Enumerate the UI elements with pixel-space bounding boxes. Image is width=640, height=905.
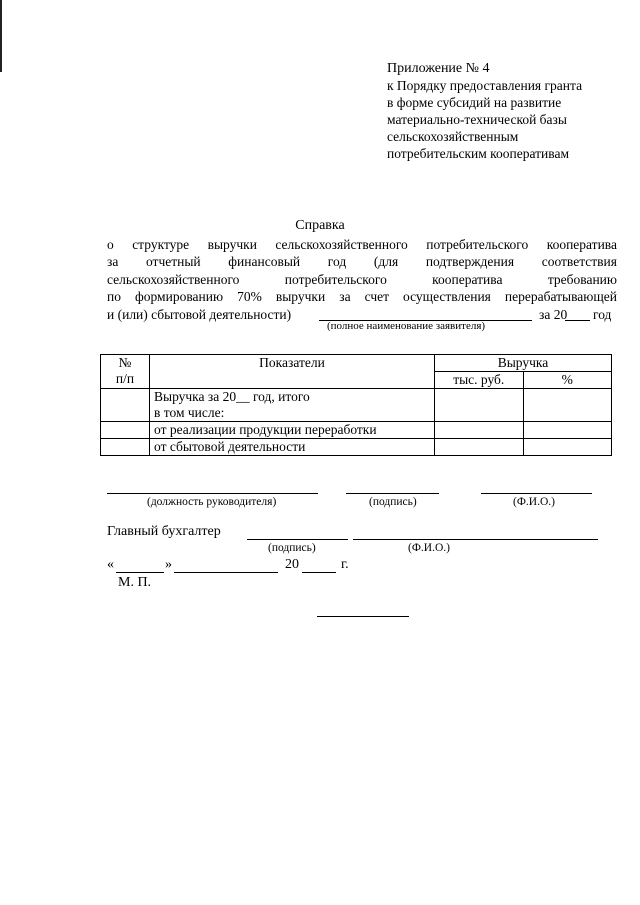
row-indicator: от сбытовой деятельности: [150, 439, 435, 456]
body-line: по формированию 70% выручки за счет осуществления перерабатывающей: [107, 289, 617, 305]
body-paragraph: [107, 236, 617, 323]
row-num: [101, 439, 150, 456]
row-value-pct[interactable]: [523, 389, 612, 422]
signature-caption: (подпись): [369, 496, 417, 508]
chief-accountant-label: Главный бухгалтер: [107, 524, 221, 539]
row-indicator: от реализации продукции переработки: [150, 422, 435, 439]
table-row: [101, 439, 612, 456]
table-header-row: [101, 355, 612, 372]
row-indicator: [150, 389, 435, 422]
body-line: о структуре выручки сельскохозяйственного потребительского кооператива: [107, 237, 617, 252]
body-line: сельскохозяйственного потребительского кооператива требованию: [107, 271, 617, 287]
date-year-blank[interactable]: [302, 572, 336, 573]
table-row: [101, 389, 612, 422]
appendix-line: Приложение № 4: [387, 61, 490, 76]
appendix-line: к Порядку предоставления гранта: [387, 78, 583, 93]
name-blank[interactable]: [481, 493, 592, 494]
accountant-name-caption: (Ф.И.О.): [408, 542, 450, 554]
appendix-line: потребительским кооперативам: [387, 146, 570, 161]
appendix-header: [387, 60, 582, 162]
row-num: [101, 422, 150, 439]
appendix-line: материально-технической базы: [387, 112, 567, 127]
row-value-pct[interactable]: [523, 439, 612, 456]
date-close-quote: »: [165, 557, 172, 572]
revenue-table: [100, 354, 612, 456]
name-caption: (Ф.И.О.): [513, 496, 555, 508]
applicant-caption: (полное наименование заявителя): [327, 320, 486, 332]
row-value-rub[interactable]: [435, 389, 524, 422]
accountant-signature-blank[interactable]: [247, 539, 348, 540]
header-revenue: Выручка: [435, 355, 612, 372]
date-year-prefix: 20: [285, 557, 299, 572]
year-prefix: за 20: [539, 306, 568, 322]
body-line-start: и (или) сбытовой деятельности): [107, 306, 292, 322]
row-indicator-line: Выручка за 20__ год, итого: [154, 389, 310, 404]
document-title: Справка: [295, 218, 345, 233]
row-value-rub[interactable]: [435, 422, 524, 439]
header-unit-pct: %: [523, 372, 612, 389]
end-separator-line: [317, 616, 409, 617]
date-year-suffix: г.: [341, 557, 349, 572]
date-open-quote: «: [107, 557, 114, 572]
body-line: за отчетный финансовый год (для подтверждения соответствия: [107, 254, 617, 270]
stamp-place-label: М. П.: [118, 575, 152, 590]
header-num-sub: п/п: [115, 371, 135, 386]
page-edge-mark: [0, 0, 2, 72]
date-month-blank[interactable]: [174, 572, 278, 573]
signature-blank[interactable]: [346, 493, 439, 494]
year-blank[interactable]: [565, 320, 590, 321]
table-row: [101, 422, 612, 439]
row-indicator-line: в том числе:: [154, 405, 225, 420]
appendix-line: сельскохозяйственным: [387, 129, 519, 144]
row-value-rub[interactable]: [435, 439, 524, 456]
header-indicators: Показатели: [150, 355, 435, 389]
header-num: [101, 355, 150, 389]
row-value-pct[interactable]: [523, 422, 612, 439]
date-day-blank[interactable]: [116, 572, 164, 573]
header-num-sign: №: [118, 355, 132, 370]
position-caption: (должность руководителя): [147, 496, 277, 508]
year-suffix: год: [593, 306, 612, 322]
header-unit-rub: тыс. руб.: [435, 372, 524, 389]
appendix-line: в форме субсидий на развитие: [387, 95, 562, 110]
accountant-name-blank[interactable]: [353, 539, 598, 540]
accountant-signature-caption: (подпись): [268, 542, 316, 554]
row-num: [101, 389, 150, 422]
position-blank[interactable]: [107, 493, 318, 494]
